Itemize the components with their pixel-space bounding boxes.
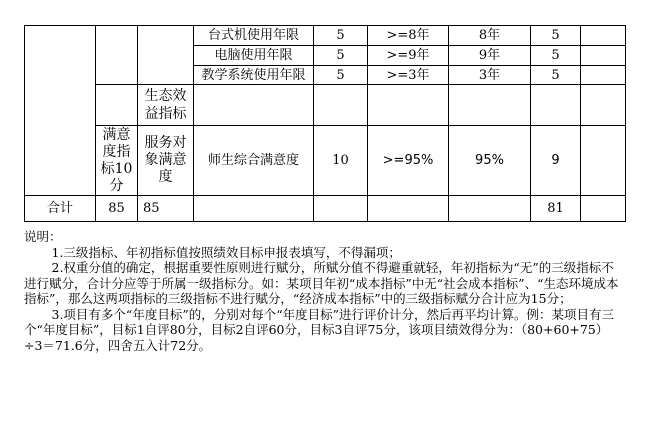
weight-cell: 10 (314, 126, 368, 196)
total-label-cell: 合计 (25, 196, 96, 222)
notes-item-2: 2.权重分值的确定，根据重要性原则进行赋分，所赋分值不得避重就轻，年初指标为“无”的三级指标不进行赋分，合计分应等于所属一级指标分。如：某项目年初“成本指标”中无“社会成本指标”、“生态环境成本指标”，那么这两项指标的三级指标不进行赋分，“经济成本指标”中的三级指标赋分合计应为15分； (24, 260, 619, 306)
total-col3-cell: 85 (138, 196, 194, 222)
indicator-cell (194, 196, 314, 222)
score-cell (531, 85, 581, 126)
target-cell: >=95% (368, 126, 449, 196)
weight-cell: 5 (314, 66, 368, 85)
level2-empty-cell (138, 26, 194, 85)
satisfaction-level1-cell: 满意度指标10分 (96, 126, 138, 196)
indicator-cell: 电脑使用年限 (194, 46, 314, 66)
actual-cell: 8年 (449, 26, 531, 46)
table-row (25, 85, 626, 126)
total-col2-cell: 85 (96, 196, 138, 222)
remark-cell (581, 26, 626, 46)
total-score-cell: 81 (531, 196, 581, 222)
indicator-cell: 教学系统使用年限 (194, 66, 314, 85)
notes-title: 说明： (24, 229, 62, 244)
eco-level2-cell: 生态效益指标 (138, 85, 194, 126)
level1b-empty-cell (96, 85, 138, 126)
score-cell: 5 (531, 66, 581, 85)
remark-cell (581, 66, 626, 85)
indicator-cell: 师生综合满意度 (194, 126, 314, 196)
score-cell: 5 (531, 26, 581, 46)
remark-cell (581, 126, 626, 196)
target-cell: >=9年 (368, 46, 449, 66)
score-cell: 9 (531, 126, 581, 196)
weight-cell: 5 (314, 46, 368, 66)
table-row (25, 26, 626, 46)
weight-cell: 5 (314, 26, 368, 46)
table-row-total (25, 196, 626, 222)
notes-item-3: 3.项目有多个“年度目标”的，分别对每个“年度目标”进行评价计分，然后再平均计算。例：某项目有三个“年度目标”，目标1自评80分，目标2自评60分，目标3自评75分，该项目绩效得分为：（80+60+75）÷3＝71.6分，四舍五入计72分。 (24, 306, 614, 353)
weight-cell (314, 196, 368, 222)
table-row (25, 126, 626, 196)
indicator-cell: 台式机使用年限 (194, 26, 314, 46)
actual-cell: 3年 (449, 66, 531, 85)
level1-empty-cell (25, 26, 96, 196)
target-cell: >=3年 (368, 66, 449, 85)
actual-cell (449, 196, 531, 222)
level1b-empty-cell (96, 26, 138, 85)
score-cell: 5 (531, 46, 581, 66)
target-cell (368, 196, 449, 222)
target-cell: >=8年 (368, 26, 449, 46)
notes-item-1: 1.三级指标、年初指标值按照绩效目标申报表填写，不得漏项； (51, 244, 401, 260)
remark-cell (581, 46, 626, 66)
performance-table (24, 25, 626, 222)
actual-cell: 9年 (449, 46, 531, 66)
actual-cell: 95% (449, 126, 531, 196)
weight-cell (314, 85, 368, 126)
indicator-cell (194, 85, 314, 126)
notes-section (24, 229, 626, 353)
actual-cell (449, 85, 531, 126)
remark-cell (581, 85, 626, 126)
target-cell (368, 85, 449, 126)
satisfaction-level2-cell: 服务对象满意度 (138, 126, 194, 196)
remark-cell (581, 196, 626, 222)
